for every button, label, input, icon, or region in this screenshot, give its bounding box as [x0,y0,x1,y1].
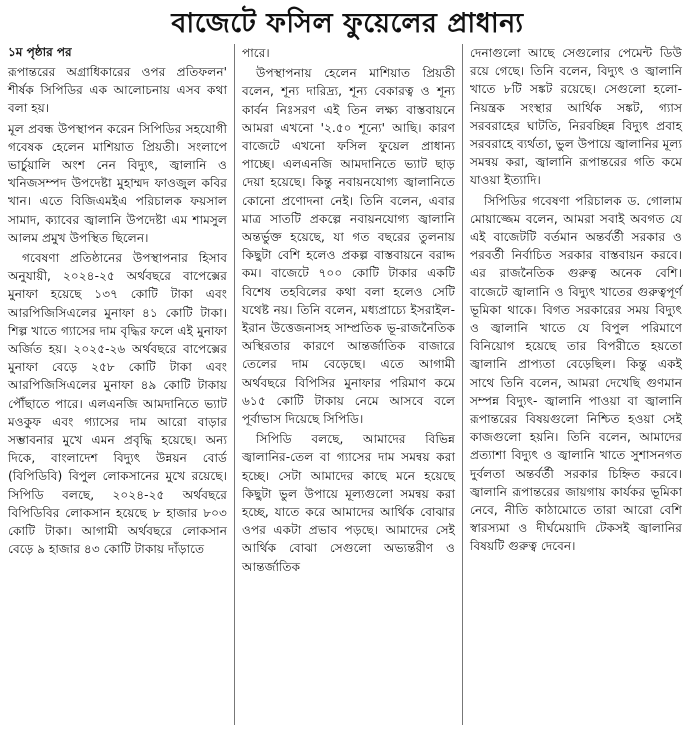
paragraph: উপস্থাপনায় হেলেন মাশিয়াত প্রিয়তী বলেন, শূন্য দারিদ্র্য, শূন্য বেকারত্ব ও শূন্য কার্বন নিঃসরণ এই তিন লক্ষ্য বাস্তবায়নে আমরা এখনো '২.৫০ শূন্যে' আছি। কারণ বাজেটে এখনো ফসিল ফুয়েল প্রাধান্য পাচ্ছে। এলএনজি আমদানিতে ভ্যাট ছাড় দেয়া হয়েছে। কিন্তু নবায়নযোগ্য জ্বালানিতে কোনো প্রণোদনা নেই। তিনি বলেন, এবার মাত্র সাতটি প্রকল্পে নবায়নযোগ্য জ্বালানি অন্তর্ভুক্ত হয়েছে, যা গত বছরের তুলনায় কিছুটা বেশি হলেও প্রকল্প বাস্তবায়নে বরাদ্দ কম। বাজেটে ৭০০ কোটি টাকার একটি বিশেষ তহবিলের কথা বলা হলেও সেটি যথেষ্ট নয়। তিনি বলেন, মধ্যপ্রাচ্যে ইসরাইল-ইরান উত্তেজনাসহ সাম্প্রতিক ভূ-রাজনৈতিক অস্থিরতার কারণে আন্তর্জাতিক বাজারে তেলের দাম বেড়েছে। এতে আগামী অর্থবছরে বিপিসির মুনাফার পরিমাণ কমে ৬১৫ কোটি টাকায় নেমে আসবে বলে পূর্বাভাস দিয়েছে সিপিডি। [242,66,455,427]
column-3 [462,44,689,725]
paragraph: গবেষণা প্রতিষ্ঠানের উপস্থাপনার হিসাব অনুযায়ী, ২০২৪-২৫ অর্থবছরে বাপেক্সের মুনাফা হয়েছে ১৩৭ কোটি টাকা এবং আরপিজিসিএলের মুনাফা ৪১ কোটি টাকা। শিল্প খাতে গ্যাসের দাম বৃদ্ধির ফলে এই মুনাফা অর্জিত হয়। ২০২৫-২৬ অর্থবছরে বাপেক্সের মুনাফা বেড়ে ২৫৮ কোটি টাকা এবং আরপিজিসিএলের মুনাফা ৪৯ কোটি টাকায় পৌঁছাতে পারে। এলএনজি আমদানিতে ভ্যাট মওকুফ এবং গ্যাসের দাম আরো বাড়ার সম্ভাবনার মুখে এমন প্রবৃদ্ধি হয়েছে। অন্য দিকে, বাংলাদেশ বিদ্যুৎ উন্নয়ন বোর্ড (বিপিডিবি) বিপুল লোকসানের মুখে রয়েছে। সিপিডি বলছে, ২০২৪-২৫ অর্থবছরে বিপিডিবির লোকসান হয়েছে ৮ হাজার ৮০৩ কোটি টাকা। আগামী অর্থবছরে লোকসান বেড়ে ৯ হাজার ৪৩ কোটি টাকায় দাঁড়াতে [8,251,227,557]
paragraph: দেনাগুলো আছে সেগুলোর পেমেন্ট ডিউ রয়ে গেছে। তিনি বলেন, বিদ্যুৎ ও জ্বালানি খাতে ৮টি সঙ্কট রয়েছে। সেগুলো হলো- নিয়ন্ত্রক সংস্থার আর্থিক সঙ্কট, গ্যাস সরবরাহের ঘাটতি, নিরবচ্ছিন্ন বিদ্যুৎ প্রবাহ সরবরাহে ব্যর্থতা, ভুল উপায়ে জ্বালানির মূল্য সমন্বয় করা, জ্বালানি রূপান্তরের গতি কমে যাওয়া ইত্যাদি। [470,46,682,188]
column-2 [234,44,462,725]
headline: বাজেটে ফসিল ফুয়েলের প্রাধান্য [171,8,524,39]
column-1 [6,44,234,725]
paragraph: সিপিডির গবেষণা পরিচালক ড. গোলাম মোয়াজ্জেম বলেন, আমরা সবাই অবগত যে এই বাজেটটি বর্তমান অন্তর্বর্তী সরকার ও পরবর্তী নির্বাচিত সরকার বাস্তবায়ন করবে। এর রাজনৈতিক গুরুত্ব অনেক বেশি। বাজেটে জ্বালানি ও বিদ্যুৎ খাতের গুরুত্বপূর্ণ ভূমিকা থাকে। বিগত সরকারের সময় বিদ্যুৎ ও জ্বালানি খাতে যে বিপুল পরিমাণে বিনিয়োগ হয়েছে তার বিপরীতে হয়তো জ্বালানি প্রাপ্যতা বেড়েছিল। কিন্তু একই সাথে তিনি বলেন, আমরা দেখেছি গুণমান সম্পন্ন বিদ্যুৎ- জ্বালানি পাওয়া বা জ্বালানি রূপান্তরের বিষয়গুলো নিশ্চিত হওয়া সেই কাজগুলো হয়নি। তিনি বলেন, আমাদের প্রত্যাশা বিদ্যুৎ ও জ্বালানি খাতে সুশাসনগত দুর্বলতা অন্তর্বর্তী সরকার চিহ্নিত করবে। জ্বালানি রূপান্তরের জায়গায় কার্যকর ভূমিকা নেবে, নীতি কাঠামোতে তারা আরো বেশি স্বারস্যমা ও দীর্ঘমেয়াদি টেকসই জ্বালানির বিষয়টি গুরুত্ব দেবেন। [470,193,682,554]
paragraph: মূল প্রবন্ধ উপস্থাপন করেন সিপিডির সহযোগী গবেষক হেলেন মাশিয়াত প্রিয়তী। সংলাপে ভার্চুয়ালি অংশ নেন বিদ্যুৎ, জ্বালানি ও খনিজসম্পদ উপদেষ্টা মুহাম্মদ ফাওজুল কবির খান। এতে বিজিএমইএ পরিচালক ফয়সাল সামাদ, ক্যাবের জ্বালানি উপদেষ্টা এম শামসুল আলম প্রমুখ উপস্থিত ছিলেন। [8,121,227,245]
article-body [6,44,689,725]
continued-from-label: ১ম পৃষ্ঠার পর [8,45,72,59]
paragraph: রূপান্তরের অগ্রাধিকারের ওপর প্রতিফলন' শীর্ষক সিপিডির এক আলোচনায় এসব কথা বলা হয়। [8,65,227,116]
paragraph: পারে। [242,46,270,60]
paragraph: সিপিডি বলছে, আমাদের বিভিন্ন জ্বালানির-তেল বা গ্যাসের দাম সমন্বয় করা হচ্ছে। সেটা আমাদের কাছে মনে হয়েছে কিছুটা ভুল উপায়ে মূল্যগুলো সমন্বয় করা হচ্ছে, যাতে করে আমাদের আর্থিক বোঝার ওপর একটা প্রভাব পড়ছে। আমাদের সেই আর্থিক বোঝা সেগুলো অভ্যন্তরীণ ও আন্তর্জাতিক [242,432,455,574]
